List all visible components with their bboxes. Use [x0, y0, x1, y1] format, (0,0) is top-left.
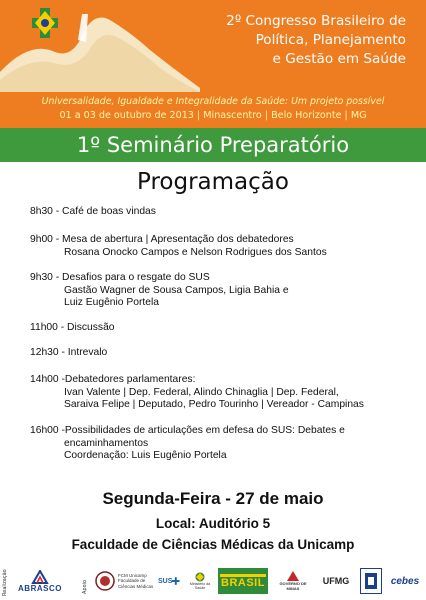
congress-title-line1: 2º Congresso Brasileiro de — [226, 13, 406, 29]
event-venue: Faculdade de Ciências Médicas da Unicamp — [71, 537, 355, 552]
schedule-line: Luiz Eugênio Portela — [64, 297, 160, 309]
ministerio-text: Ministério da Saúde — [189, 582, 211, 590]
abrasco-icon — [31, 570, 49, 584]
brasao-icon — [195, 572, 205, 582]
sus-text: SUS — [158, 577, 173, 585]
apoio-label: Apoio — [82, 579, 88, 594]
cebes-logo — [388, 570, 422, 592]
congress-title-line2: Política, Planejamento — [255, 32, 406, 48]
schedule-line: encaminhamentos — [64, 437, 149, 449]
schedule-line: 9h30 - Desafios para o resgate do SUS — [30, 272, 210, 283]
congress-header — [0, 0, 426, 128]
brasil-text: BRASIL — [221, 576, 265, 589]
schedule-line: 9h00 - Mesa de abertura | Apresentação dos debatedores — [30, 234, 294, 245]
governo-minas-text: GOVERNO DE MINAS — [279, 581, 307, 591]
abrasco-logo — [12, 566, 68, 596]
schedule-line: 12h30 - Intrevalo — [30, 347, 108, 358]
realizacao-label: Realização — [2, 569, 8, 596]
schedule-item — [30, 272, 420, 310]
schedule-line: 16h00 -Possibilidades de articulações em defesa do SUS: Debates e — [30, 425, 345, 436]
schedule-line: Coordenação: Luis Eugênio Portela — [64, 450, 227, 462]
schedule-item — [30, 234, 420, 259]
abrasco-text: ABRASCO — [18, 583, 62, 593]
congress-dates: 01 a 03 de outubro de 2013 | Minascentro | Belo Horizonte | MG — [59, 110, 367, 121]
fcm-emblem — [94, 570, 116, 592]
sus-plus-icon — [172, 577, 180, 585]
seminar-title: 1º Seminário Preparatório — [76, 133, 350, 157]
mountains-logo-graphic — [0, 0, 200, 92]
schedule-line: 11h00 - Discussão — [30, 322, 115, 333]
seminar-banner — [0, 128, 426, 162]
congress-title — [176, 12, 406, 69]
fcm-text: FCM Unicamp Faculdade de Ciências Médicas — [118, 573, 154, 589]
ufmg-text: UFMG — [322, 576, 350, 586]
schedule-item — [30, 347, 420, 360]
programacao-title: Programação — [137, 169, 289, 195]
schedule-item — [30, 206, 420, 219]
governo-minas-logo — [274, 568, 312, 594]
schedule-line: Ivan Valente | Dep. Federal, Alindo Chinaglia | Dep. Federal, — [64, 386, 339, 398]
fcm-seal-icon — [95, 571, 115, 591]
schedule-line: Rosana Onocko Campos e Nelson Rodrigues dos Santos — [64, 246, 327, 258]
congress-title-line3: e Gestão em Saúde — [272, 51, 406, 67]
cebes-text: cebes — [390, 575, 420, 587]
minas-triangle-icon — [287, 571, 299, 581]
schedule-item — [30, 425, 420, 463]
institution-logo — [360, 568, 382, 594]
schedule-item — [30, 322, 420, 335]
sponsor-logos — [0, 562, 426, 600]
schedule-line: Saraiva Felipe | Deputado, Pedro Tourinho | Vereador - Campinas — [64, 399, 364, 411]
institution-emblem-icon — [363, 571, 379, 591]
schedule-line: 8h30 - Café de boas vindas — [30, 206, 156, 217]
congress-subtitle: Universalidade, Igualdade e Integralidade da Saúde: Um projeto possível — [41, 96, 385, 107]
schedule-item — [30, 374, 420, 412]
fcm-logo — [118, 568, 154, 594]
schedule-line: 14h00 -Debatedores parlamentares: — [30, 374, 196, 385]
ufmg-logo — [318, 570, 354, 592]
brazil-cross-icon — [32, 8, 58, 38]
event-day: Segunda-Feira - 27 de maio — [102, 489, 324, 508]
brasil-logo — [218, 568, 268, 594]
ministerio-saude-logo — [186, 570, 214, 592]
sus-logo — [158, 572, 180, 590]
schedule-line: Gastão Wagner de Sousa Campos, Ligia Bahia e — [64, 284, 289, 296]
event-location: Local: Auditório 5 — [155, 516, 271, 531]
